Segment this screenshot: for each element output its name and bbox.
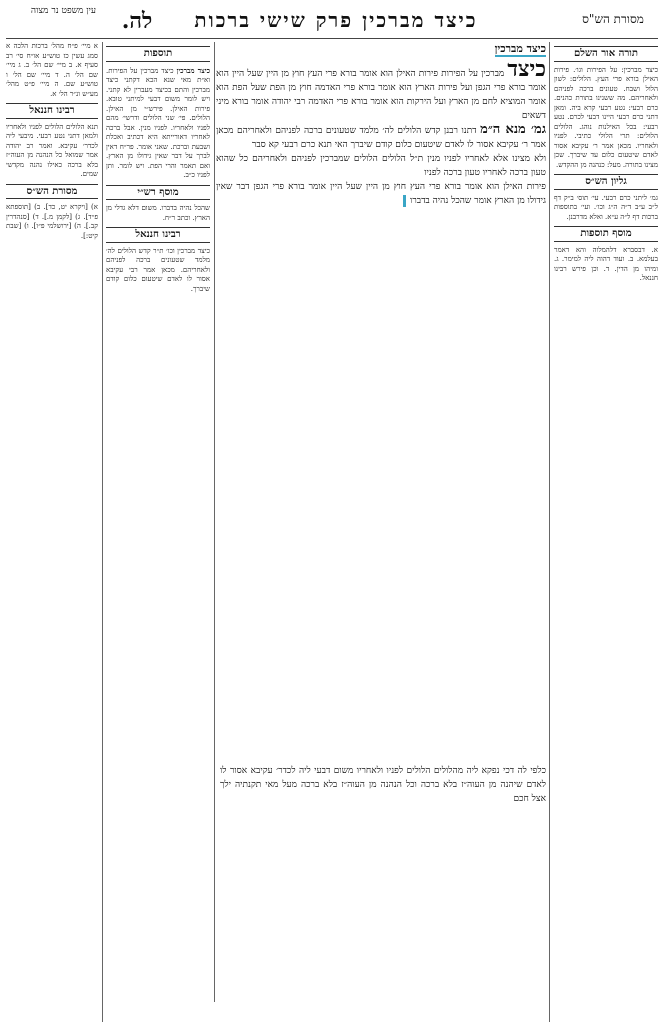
mishnah-body: מברכין על הפירות פירות האילן הוא אומר בורא פרי העץ חוץ מן היין שעל היין הוא אומר בורא פרי הגפן ועל פירות הארץ הוא אומר בורא פרי האדמה חוץ מן הפת שעל הפת הוא אומר המוציא לחם מן הארץ ועל הירקות הוא אומר בורא פרי האדמה רבי יהודה אומר בורא מיני דשאים	[216, 69, 546, 121]
margin-masoret-text: א) [ויקרא יט, כד]. ב) [תוספתא פ״ד]. ג) [לקמן מ.]. ד) [סנהדרין קב.]. ה) [ירושלמי פ״ו]. ו) [שבת קיט:].	[6, 203, 98, 240]
page-header	[6, 4, 658, 40]
musaf-rashi-text: שהכל נהיה בדברו. משום דלא גדלי מן הארץ. וכתב ר״ח.	[106, 204, 210, 222]
musaf-rashi-title: מוסף רש״י	[106, 185, 210, 201]
right-margin-text: כיצד מברכין: על הפירות וגו׳. פירות האילן בורא פרי העץ. הלולים: לשון הלול ושבח. טעונים ברכה לפניהם ולאחריהם. מה ששנינו בתורת כהנים. כרם רבעי: נטע רבעי קרא ביה. ומאן דתני כרם רבעי היינו דבעי לכרם. נטע רבעי: בכל האילנות נוהג. הלולים הלולים: תרי הלולי כתיבי. לפניו ולאחריו. מכאן אמר ר׳ עקיבא אסור לאדם שיטעום כלום עד שיברך. שכן מצינו בתורה. מעל: כנהנה מן ההקדש.	[554, 65, 658, 169]
rabbeinu-chananel-title: רבינו חננאל	[106, 227, 210, 243]
musaf-tosafot-title: מוסף תוספות	[554, 226, 658, 242]
tosafot-column	[106, 42, 210, 1002]
gemara-body-1: דתנו רבנן קדש הלולים לה׳ מלמד שטעונים ברכה לפניהם ולאחריהם מכאן אמר ר׳ עקיבא אסור לו לאדם שיטעום כלום קודם שיברך האי תנא כרם רבעי קא סבר	[216, 126, 546, 150]
gilyon-text: גמ׳ ליתני כרם רבעי. עי׳ תוס׳ ב״ק דף ל״ב ע״ב ד״ה ה״ג וכו׳. ועי׳ בתוספות ברכות דף ל״ה ע״א. ואלא מדרבנן.	[554, 193, 658, 221]
gemara-column	[216, 42, 546, 1002]
tosafot-title: תוספות	[106, 46, 210, 62]
opening-word: כיצד	[507, 56, 546, 82]
page-number: לה.	[121, 8, 153, 34]
right-margin-column	[554, 42, 658, 1022]
torah-or-title: תורה אור השלם	[554, 46, 658, 62]
gemara-bottom-band: כלפי לה דכי נפקא ליה מהלולים הלולים לפניו ולאחריו משום דבעי ליה לכדר׳ עקיבא אסור לו לאדם שיהנה מן העוה״ז בלא ברכה וכל הנהנה מן העוה״ז בלא ברכה מעל מאי תקנתיה ילך אצל חכם	[220, 766, 546, 804]
tosafot-opening: כיצד מברכין	[176, 65, 210, 75]
rabbeinu-chananel-text: כיצד מברכין וכו׳ ת״ר קדש הלולים לה׳ מלמד שטעונים ברכה לפניהם ולאחריהם. מכאן אמר רבי עקיבא אסור לו לאדם שיטעום כלום קודם שיברך.	[106, 246, 210, 293]
divider-left	[102, 42, 103, 1022]
tosafot-body: כיצד מברכין על הפירות. וא״ת מאי שנא הכא דקתני כיצד מברכין והתם בכיצד מעברין לא קתני. ויש לומר משום דבעי למיתני טובא. פירות האילן. פירש״י מן האילן. הלולים. פי׳ שני הלולים ודרשי׳ מהם לפניו ולאחריו. לפניו מנין. אבל ברכה לאחריו דאורייתא היא דכתיב ואכלת ושבעת וברכת. שאני אומר. פר״ח דאין לברך על דבר שאין גידולו מן הארץ. ואם תאמר והרי הפת. ויש לומר. ותן לפניו כ״ב.	[106, 66, 210, 179]
highlighted-phrase[interactable]: כיצד מברכין	[494, 42, 546, 55]
left-margin-column	[6, 42, 98, 1022]
gemara-label: גמ׳ מנא ה״מ	[480, 122, 546, 137]
gemara-text-3	[216, 180, 546, 208]
masoret-label: מסורת הש"ס	[582, 12, 644, 26]
gemara-text	[216, 123, 546, 152]
divider-right	[549, 42, 550, 1022]
divider-center-left	[214, 42, 215, 1002]
gemara-body-4: פירות האילן הוא אומר בורא פרי העץ חוץ מן היין שעל היין אומר בורא פרי הגפן דבר שאין גידולו מן הארץ אומר שהכל נהיה בדברו	[216, 182, 546, 206]
gemara-text-2: ולא מצינו אלא לאחריו לפניו מנין ת״ל הלולים הלולים שמברכין לפניהם ולאחריהם כל שהוא טעון ברכה לאחריו טעון ברכה לפניו	[216, 154, 546, 178]
talmud-page	[6, 4, 658, 1020]
margin-masoret-title: מסורת הש״ס	[6, 184, 98, 200]
musaf-tosafot-text: א. דבסברא דלהמלוה והא דאמר בעלמא. ב. ועוד דהוה ליה למימר. ג. ומיהו מן הדין. ד. וכן פירש רבינו חננאל.	[554, 245, 658, 282]
margin-rabbeinu-text: תנא הלולים הלולים לפניו ולאחריו ולמאן דתני נטע רבעי. מיבעי ליה לכדר׳ עקיבא. ואמר רב יהודה אמר שמואל כל הנהנה מן העוה״ז בלא ברכה כאילו נהנה מקדשי שמים.	[6, 122, 98, 178]
ein-mishpat-label: עין משפט נר מצוה	[30, 6, 96, 16]
chapter-title: כיצד מברכין פרק שישי ברכות	[194, 8, 478, 32]
ein-mishpat-text: א מיי׳ פ״ח מהל׳ ברכות הלכה א סמג עשין כז טוש״ע או״ח סי׳ רב סעיף א. ב מיי׳ שם הל׳ ב. ג מיי׳ שם הל׳ ה. ד מיי׳ שם הל׳ ו טוש״ע שם. ה מיי׳ פ״ט מהל׳ מע״ש ונ״ר הל׳ א.	[6, 42, 98, 98]
text-cursor	[403, 195, 406, 207]
tosafot-text	[106, 66, 210, 181]
gilyon-title: גליון הש״ס	[554, 174, 658, 190]
margin-rabbeinu-title: רבינו חננאל	[6, 103, 98, 119]
gemara-opening	[216, 42, 546, 57]
header-rule	[6, 38, 658, 39]
mishnah-text	[216, 57, 546, 123]
